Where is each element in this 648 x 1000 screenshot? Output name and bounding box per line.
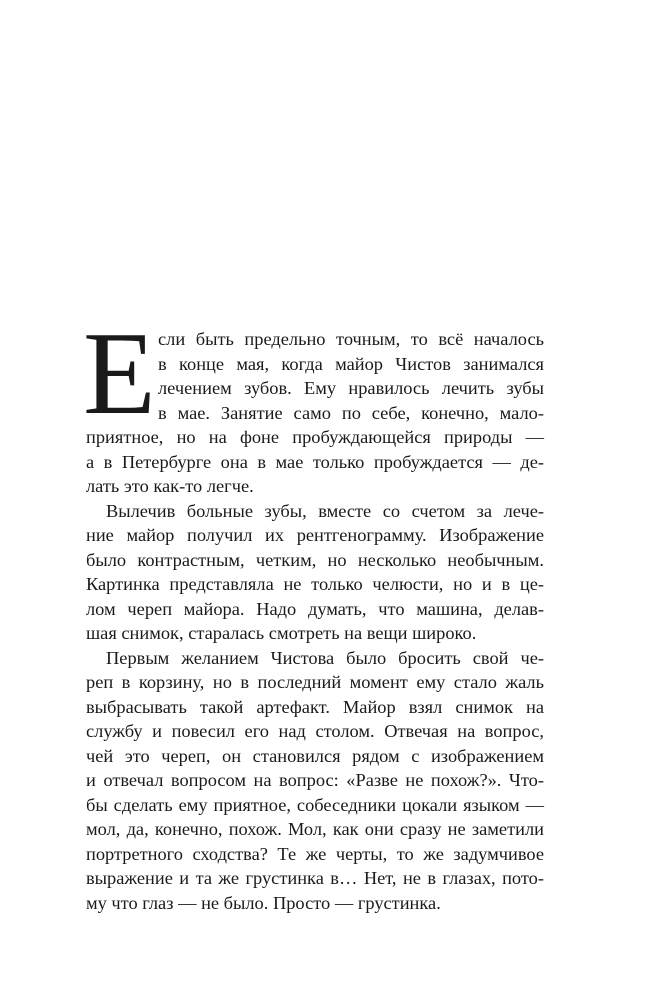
text-line: шая снимок, старалась смотреть на вещи широко.	[86, 623, 477, 643]
text-line: а в Петербурге она в мае только пробуждается — де-	[86, 451, 544, 472]
text-line: му что глаз — не было. Просто — грустинка.	[86, 892, 441, 913]
text-line: и отвечал вопросом на вопрос: «Разве не похож?». Что-	[86, 770, 544, 790]
text-line: выражение и та же грустинка в… Нет, не в глазах, пото-	[86, 868, 544, 888]
text-line: лом череп майора. Надо думать, что машина, делав-	[86, 598, 544, 619]
text-line: реп в корзину, но в последний момент ему стало жаль	[86, 672, 544, 692]
text-line: Вылечив больные зубы, вместе со счетом за лече-	[106, 500, 544, 521]
text-line: службу и повесил его над столом. Отвечая на вопрос,	[86, 721, 544, 741]
text-line: Первым желанием Чистова было бросить свой че-	[106, 647, 544, 668]
text-line: сли быть предельно точным, то всё началось	[158, 329, 544, 349]
text-line: в мае. Занятие само по себе, конечно, мало-	[158, 402, 544, 423]
text-line: мол, да, конечно, похож. Мол, как они сразу не заметили	[86, 819, 544, 839]
text-line: лать это как-то легче.	[86, 476, 254, 496]
text-line: Картинка представляла не только челюсти, но и в це-	[86, 574, 544, 594]
text-line: приятное, но на фоне пробуждающейся природы —	[86, 427, 544, 447]
text-line: лечением зубов. Ему нравилось лечить зубы	[158, 378, 544, 398]
text-line: портретного сходства? Те же черты, то же задумчивое	[86, 843, 544, 864]
drop-cap: Е	[83, 307, 156, 439]
text-line: чей это череп, он становился рядом с изображением	[86, 745, 544, 766]
text-line: в конце мая, когда майор Чистов занимался	[158, 353, 544, 374]
body-text	[83, 307, 544, 915]
text-line: бы сделать ему приятное, собеседники цокали языком —	[86, 794, 544, 815]
text-line: выбрасывать такой артефакт. Майор взял снимок на	[86, 696, 544, 717]
text-line: было контрастным, четким, но несколько необычным.	[86, 549, 544, 570]
paragraph-2	[86, 499, 544, 646]
text-line: ние майор получил их рентгенограмму. Изображение	[86, 525, 544, 545]
paragraph-3	[86, 646, 544, 916]
